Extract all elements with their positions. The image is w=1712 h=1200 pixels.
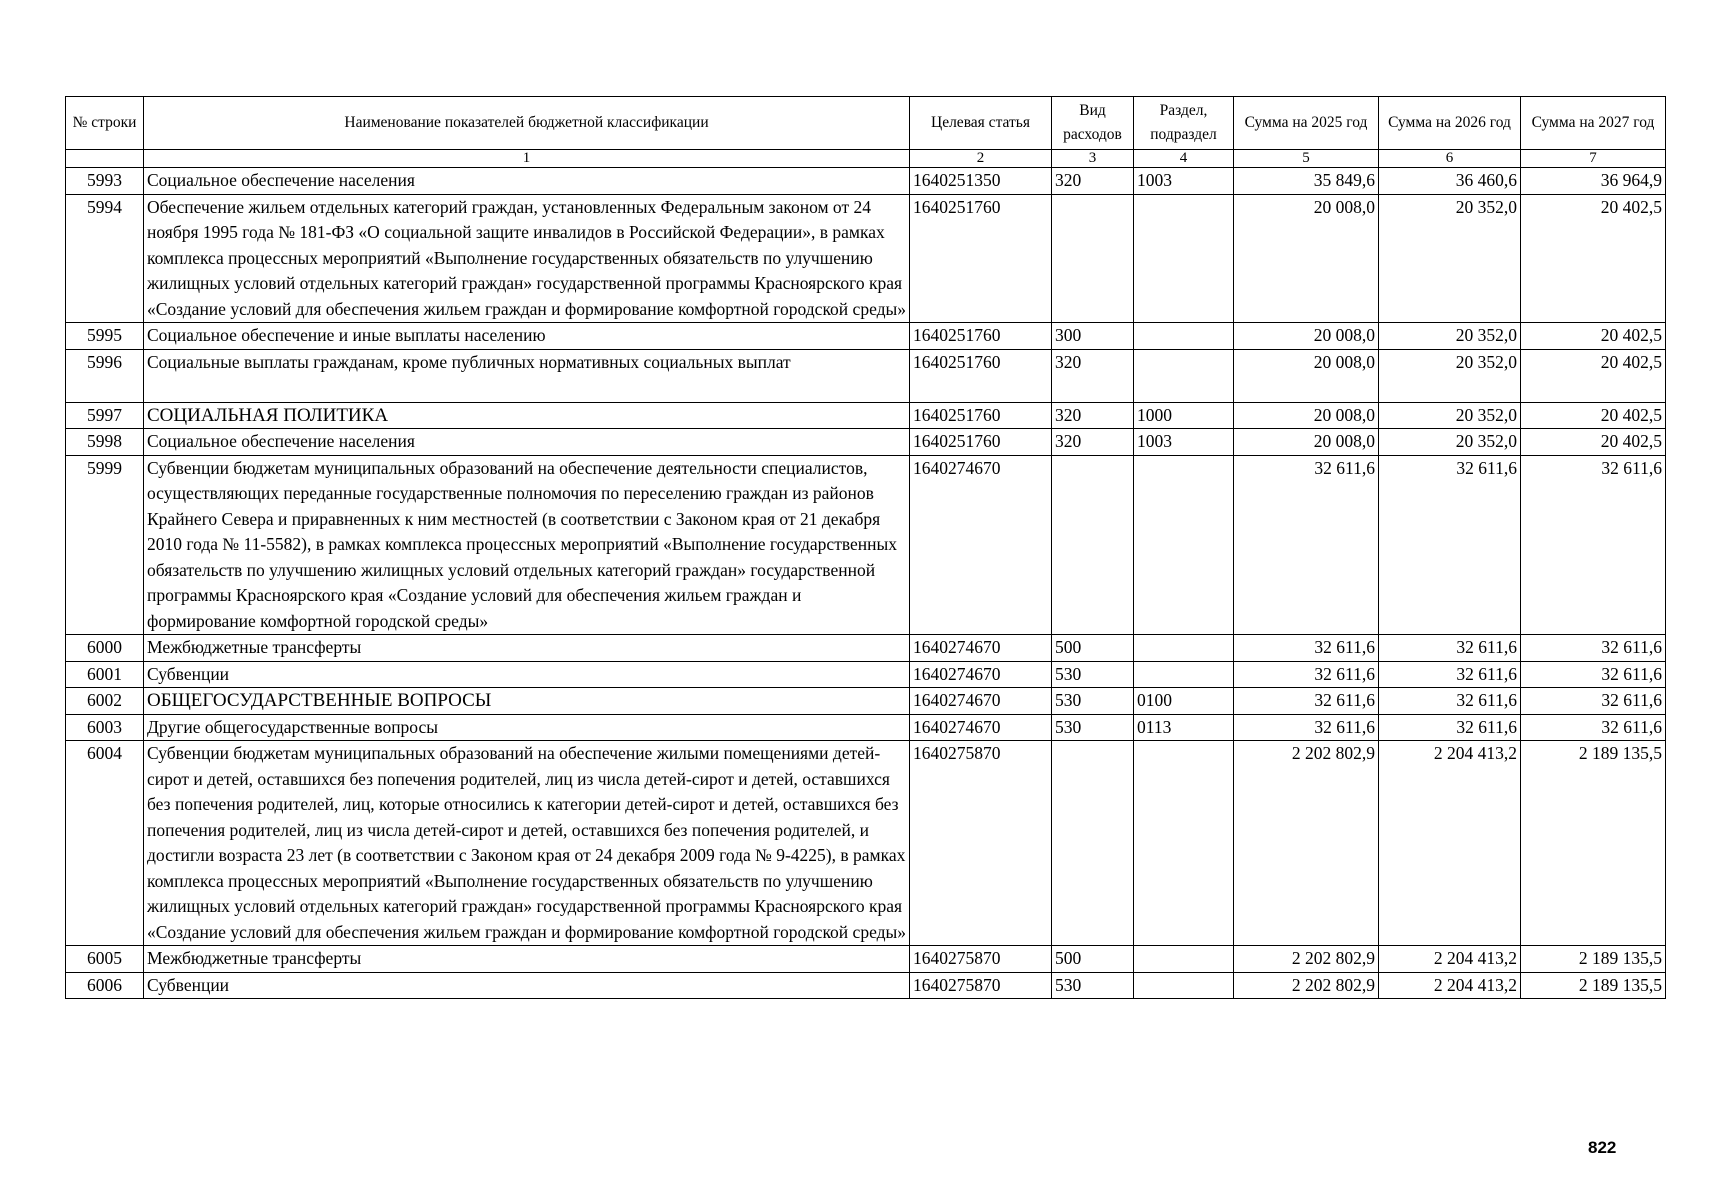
table-row [66,635,1666,662]
cell-sum-2027: 20 402,5 [1521,429,1666,456]
cell-razdel [1134,323,1234,350]
cell-razdel [1134,741,1234,946]
cell-name: Социальные выплаты гражданам, кроме публичных нормативных социальных выплат [144,349,910,402]
cell-razdel [1134,661,1234,688]
column-number: 6 [1379,150,1521,168]
cell-sum-2027: 2 189 135,5 [1521,972,1666,999]
cell-sum-2026: 32 611,6 [1379,661,1521,688]
cell-razdel [1134,455,1234,635]
cell-sum-2026: 2 204 413,2 [1379,946,1521,973]
cell-row-no: 6005 [66,946,144,973]
cell-target: 1640251760 [910,323,1052,350]
column-number: 5 [1234,150,1379,168]
cell-target: 1640251760 [910,402,1052,429]
cell-sum-2025: 20 008,0 [1234,194,1379,323]
column-number: 1 [144,150,910,168]
cell-row-no: 5993 [66,168,144,195]
header-target: Целевая статья [910,97,1052,150]
cell-target: 1640251350 [910,168,1052,195]
cell-sum-2025: 2 202 802,9 [1234,741,1379,946]
cell-razdel [1134,349,1234,402]
table-row [66,661,1666,688]
cell-sum-2027: 32 611,6 [1521,661,1666,688]
column-number: 4 [1134,150,1234,168]
cell-sum-2026: 32 611,6 [1379,635,1521,662]
cell-sum-2027: 32 611,6 [1521,635,1666,662]
cell-name: Субвенции [144,972,910,999]
table-row [66,168,1666,195]
cell-vid: 320 [1052,168,1134,195]
cell-target: 1640251760 [910,194,1052,323]
table-row [66,741,1666,946]
table-row [66,349,1666,402]
cell-vid [1052,741,1134,946]
cell-sum-2025: 32 611,6 [1234,635,1379,662]
table-row [66,194,1666,323]
cell-sum-2025: 20 008,0 [1234,349,1379,402]
table-row [66,714,1666,741]
cell-sum-2027: 2 189 135,5 [1521,946,1666,973]
header-sum-2025: Сумма на 2025 год [1234,97,1379,150]
cell-sum-2027: 2 189 135,5 [1521,741,1666,946]
cell-sum-2025: 20 008,0 [1234,323,1379,350]
table-row [66,402,1666,429]
cell-target: 1640251760 [910,429,1052,456]
cell-razdel [1134,194,1234,323]
table-row [66,688,1666,715]
cell-sum-2026: 2 204 413,2 [1379,741,1521,946]
cell-sum-2026: 2 204 413,2 [1379,972,1521,999]
cell-name: Субвенции бюджетам муниципальных образований на обеспечение деятельности специалистов, осуществляющих переданные государственные полномочия по переселению граждан из районов Крайнего Севера и приравненных к ним местностей (в соответствии с Законом края от 21 декабря 2010 года № 11-5582), в рамках комплекса процессных мероприятий «Выполнение государственных обязательств по улучшению жилищных условий отдельных категорий граждан» государственной программы Красноярского края «Создание условий для обеспечения жильем граждан и формирование комфортной городской среды» [144,455,910,635]
header-sum-2027: Сумма на 2027 год [1521,97,1666,150]
cell-target: 1640251760 [910,349,1052,402]
cell-sum-2027: 20 402,5 [1521,402,1666,429]
cell-name: Межбюджетные трансферты [144,946,910,973]
cell-sum-2027: 32 611,6 [1521,688,1666,715]
cell-sum-2025: 20 008,0 [1234,429,1379,456]
cell-row-no: 5995 [66,323,144,350]
cell-vid [1052,455,1134,635]
cell-vid: 530 [1052,972,1134,999]
cell-row-no: 6006 [66,972,144,999]
cell-sum-2026: 20 352,0 [1379,323,1521,350]
cell-sum-2026: 20 352,0 [1379,194,1521,323]
cell-sum-2026: 20 352,0 [1379,349,1521,402]
cell-sum-2026: 32 611,6 [1379,455,1521,635]
cell-row-no: 5994 [66,194,144,323]
cell-target: 1640275870 [910,946,1052,973]
cell-target: 1640274670 [910,455,1052,635]
header-row-no: № строки [66,97,144,150]
cell-razdel [1134,635,1234,662]
cell-sum-2025: 32 611,6 [1234,714,1379,741]
cell-sum-2025: 2 202 802,9 [1234,972,1379,999]
cell-razdel: 1000 [1134,402,1234,429]
column-number: 3 [1052,150,1134,168]
cell-target: 1640274670 [910,635,1052,662]
cell-razdel: 0113 [1134,714,1234,741]
cell-row-no: 6004 [66,741,144,946]
cell-vid: 320 [1052,349,1134,402]
table-row [66,455,1666,635]
cell-sum-2026: 32 611,6 [1379,688,1521,715]
cell-razdel [1134,946,1234,973]
cell-target: 1640275870 [910,741,1052,946]
cell-razdel [1134,972,1234,999]
cell-name: Социальное обеспечение населения [144,168,910,195]
page-number: 822 [1588,1138,1617,1157]
cell-sum-2027: 36 964,9 [1521,168,1666,195]
table-row [66,946,1666,973]
cell-row-no: 5999 [66,455,144,635]
table-row [66,972,1666,999]
cell-vid: 530 [1052,661,1134,688]
header-vid: Вид расходов [1052,97,1134,150]
cell-razdel: 1003 [1134,429,1234,456]
cell-target: 1640274670 [910,714,1052,741]
cell-sum-2027: 20 402,5 [1521,194,1666,323]
cell-vid: 500 [1052,635,1134,662]
cell-name: СОЦИАЛЬНАЯ ПОЛИТИКА [144,402,910,429]
cell-name: ОБЩЕГОСУДАРСТВЕННЫЕ ВОПРОСЫ [144,688,910,715]
cell-name: Межбюджетные трансферты [144,635,910,662]
cell-sum-2026: 32 611,6 [1379,714,1521,741]
cell-row-no: 6001 [66,661,144,688]
column-number: 7 [1521,150,1666,168]
cell-target: 1640274670 [910,688,1052,715]
cell-row-no: 5998 [66,429,144,456]
cell-row-no: 6002 [66,688,144,715]
cell-sum-2025: 32 611,6 [1234,661,1379,688]
cell-vid: 320 [1052,429,1134,456]
cell-sum-2025: 32 611,6 [1234,455,1379,635]
cell-vid: 320 [1052,402,1134,429]
budget-table [65,96,1666,999]
cell-sum-2027: 32 611,6 [1521,455,1666,635]
cell-name: Социальное обеспечение и иные выплаты населению [144,323,910,350]
cell-name: Обеспечение жильем отдельных категорий граждан, установленных Федеральным законом от 24 ноября 1995 года № 181-ФЗ «О социальной защите инвалидов в Российской Федерации», в рамках комплекса процессных мероприятий «Выполнение государственных обязательств по улучшению жилищных условий отдельных категорий граждан» государственной программы Красноярского края «Создание условий для обеспечения жильем граждан и формирование комфортной городской среды» [144,194,910,323]
cell-vid [1052,194,1134,323]
cell-sum-2027: 20 402,5 [1521,323,1666,350]
cell-name: Субвенции [144,661,910,688]
cell-vid: 300 [1052,323,1134,350]
cell-sum-2026: 20 352,0 [1379,429,1521,456]
header-row [66,97,1666,150]
cell-vid: 500 [1052,946,1134,973]
cell-sum-2026: 36 460,6 [1379,168,1521,195]
cell-row-no: 6003 [66,714,144,741]
cell-sum-2027: 20 402,5 [1521,349,1666,402]
header-razdel: Раздел, подраздел [1134,97,1234,150]
cell-target: 1640275870 [910,972,1052,999]
cell-row-no: 5996 [66,349,144,402]
cell-sum-2025: 2 202 802,9 [1234,946,1379,973]
cell-name: Другие общегосударственные вопросы [144,714,910,741]
column-number-blank [66,150,144,168]
cell-name: Субвенции бюджетам муниципальных образований на обеспечение жилыми помещениями детей-сирот и детей, оставшихся без попечения родителей, лиц из числа детей-сирот и детей, оставшихся без попечения родителей, лиц, которые относились к категории детей-сирот и детей, оставшихся без попечения родителей, лиц из числа детей-сирот и детей, оставшихся без попечения родителей, и достигли возраста 23 лет (в соответствии с Законом края от 24 декабря 2009 года № 9-4225), в рамках комплекса процессных мероприятий «Выполнение государственных обязательств по улучшению жилищных условий отдельных категорий граждан» государственной программы Красноярского края «Создание условий для обеспечения жильем граждан и формирование комфортной городской среды» [144,741,910,946]
cell-sum-2027: 32 611,6 [1521,714,1666,741]
header-name: Наименование показателей бюджетной классификации [144,97,910,150]
cell-razdel: 1003 [1134,168,1234,195]
cell-razdel: 0100 [1134,688,1234,715]
cell-row-no: 5997 [66,402,144,429]
cell-row-no: 6000 [66,635,144,662]
cell-sum-2025: 32 611,6 [1234,688,1379,715]
table-row [66,429,1666,456]
cell-sum-2025: 20 008,0 [1234,402,1379,429]
cell-sum-2025: 35 849,6 [1234,168,1379,195]
header-sum-2026: Сумма на 2026 год [1379,97,1521,150]
column-number-row [66,150,1666,168]
column-number: 2 [910,150,1052,168]
cell-vid: 530 [1052,688,1134,715]
cell-sum-2026: 20 352,0 [1379,402,1521,429]
cell-name: Социальное обеспечение населения [144,429,910,456]
cell-vid: 530 [1052,714,1134,741]
cell-target: 1640274670 [910,661,1052,688]
table-row [66,323,1666,350]
